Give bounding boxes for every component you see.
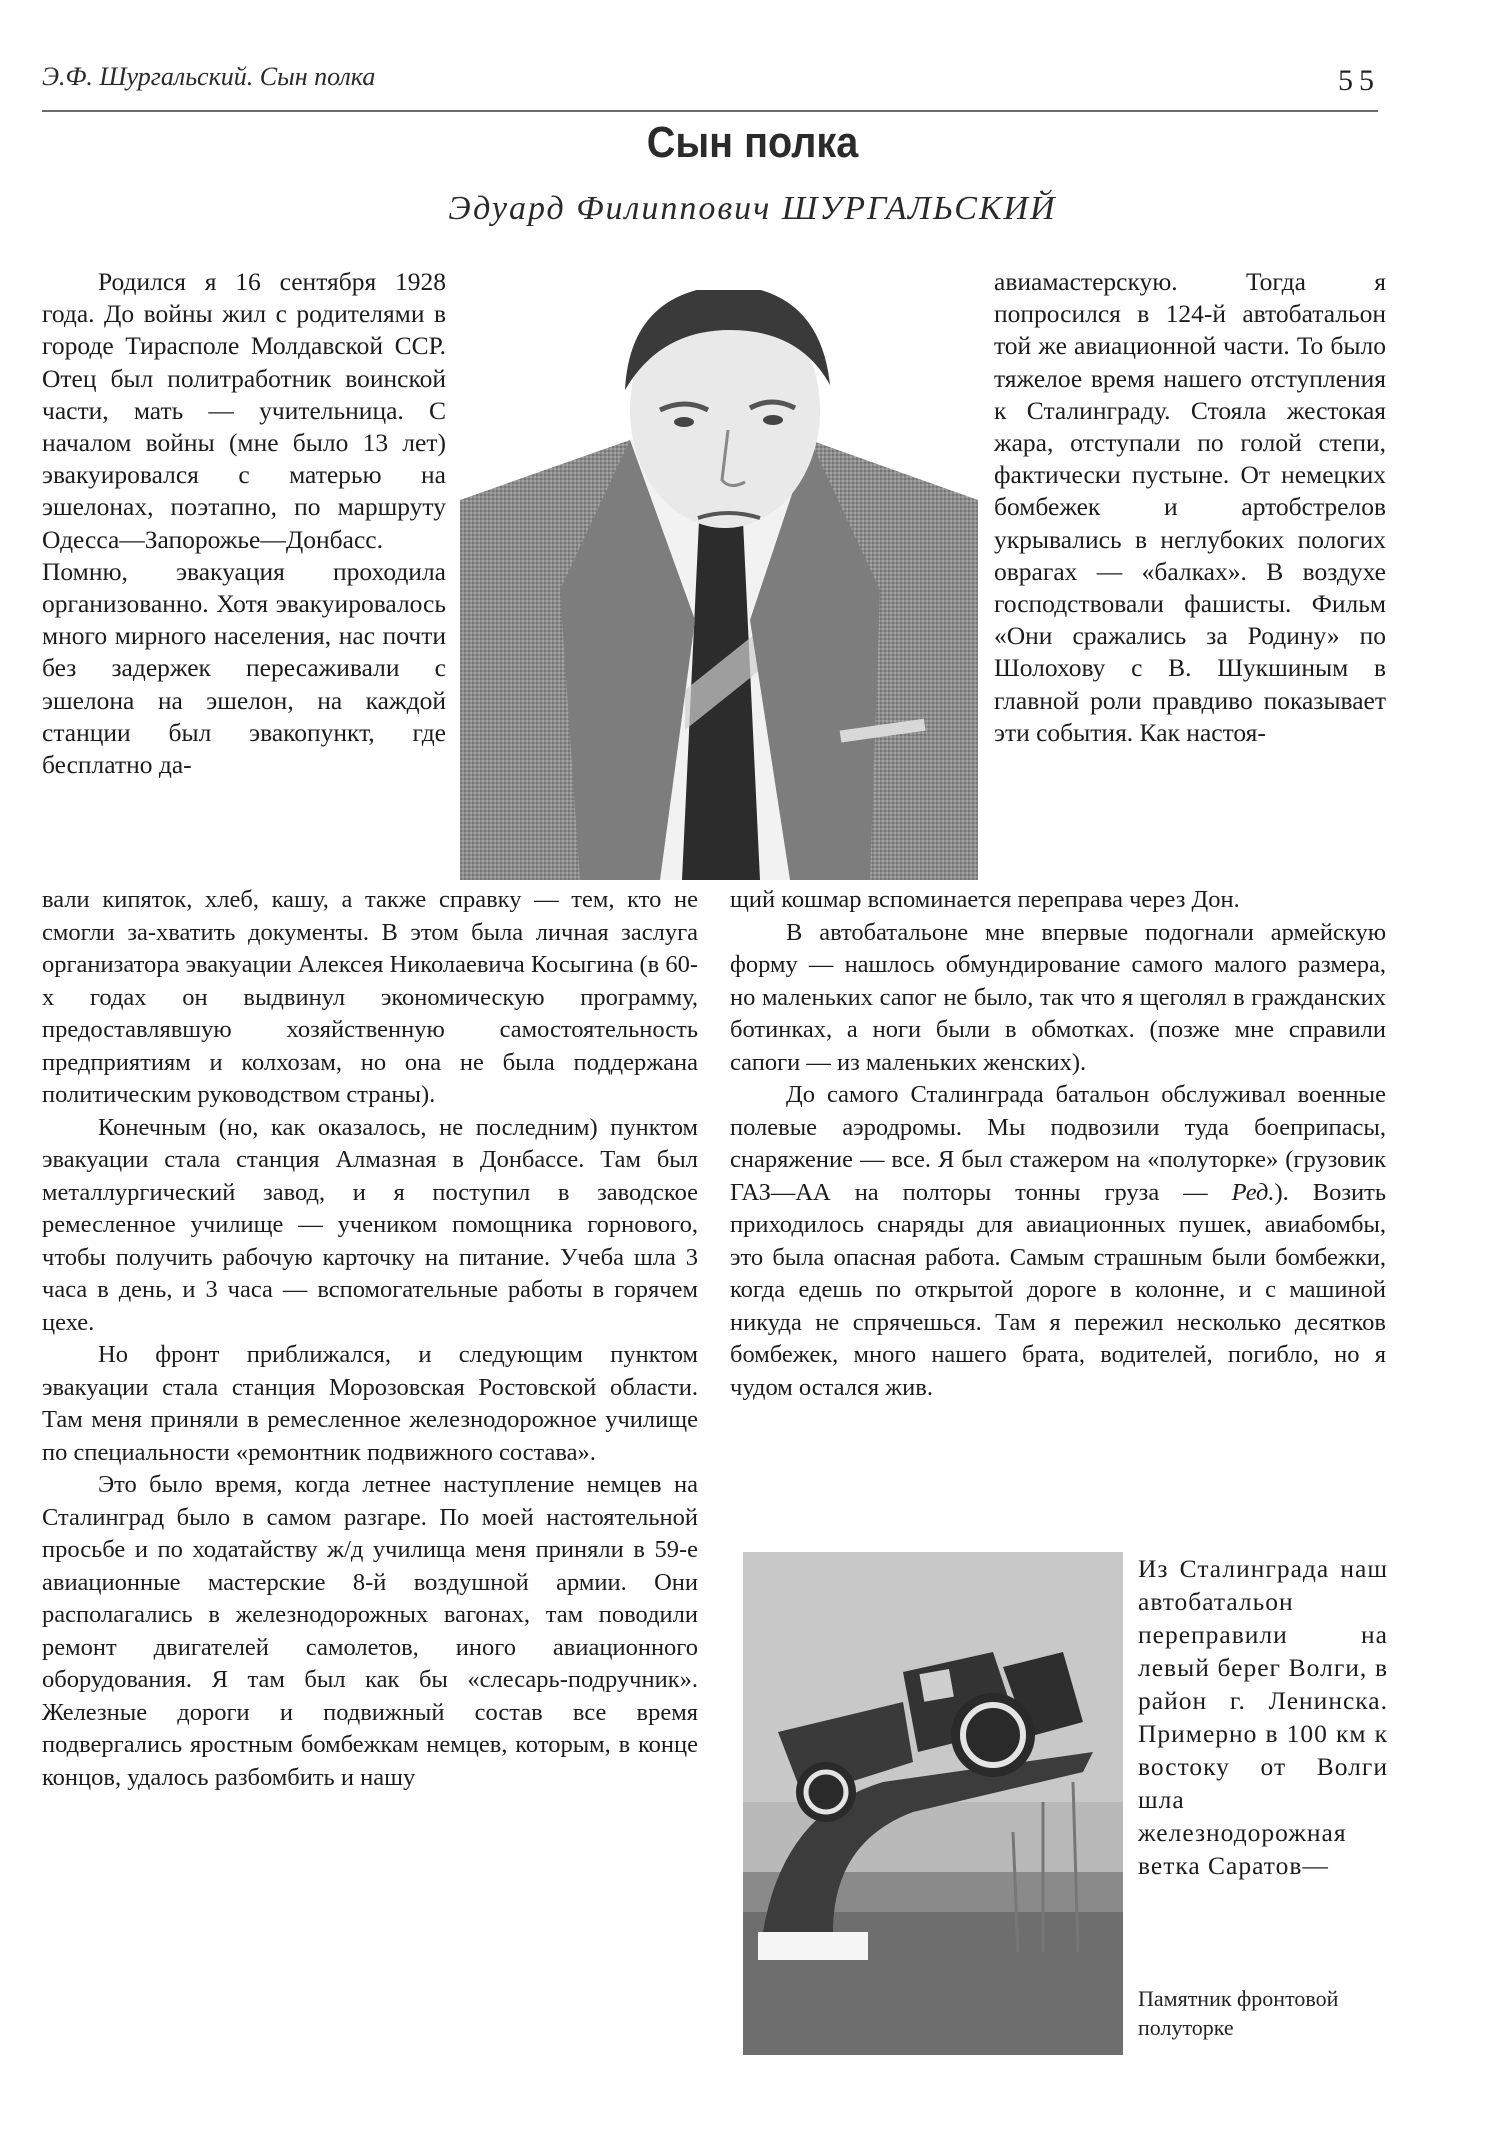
right-column-top-text [994, 266, 1386, 749]
paragraph-stalingrad-workshops: Это было время, когда летнее наступление немцев на Сталинград было в самом разгаре. По моей настоятельной просьбе и по ходатайству ж/д училища меня приняли в 59-е авиационные мастерские 8-й воздушной армии. Они располагались в железнодорожных вагонах, там поводили ремонт двигателей самолетов, иного авиационного оборудования. Я там был как бы «слесарь-подручник». Железные дороги и подвижный состав все время подвергались яростным бомбежкам немцев, которым, в конце концов, удалось разбомбить и нашу [42, 1471, 698, 1791]
airfields-text-a: До самого Сталинграда батальон обслуживал военные полевые аэродромы. Мы подвозили туда боеприпасы, снаряжение — все. Я был стажером на «полуторке» (грузовик ГАЗ—АА на полторы тонны груза — [730, 1081, 1386, 1206]
article-title: Сын полка [646, 118, 859, 167]
caption-line-2: полуторке [1138, 2015, 1234, 2040]
truck-photo-caption [1138, 1984, 1338, 2042]
article-author: Эдуард Филиппович ШУРГАЛЬСКИЙ [448, 190, 1057, 227]
airfields-text-b: ). Возить приходилось снаряды для авиационных пушек, авиабомбы, это была опасная работа. Самым страшным были бомбежки, когда едешь по открытой дороге в колонне, и с машиной никуда не спрячешься. Там я пережил несколько десятков бомбежек, много нашего брата, водителей, погибло, но я чудом остался жив. [730, 1178, 1386, 1401]
paragraph-uniform: В автобатальоне мне впервые подогнали армейскую форму — нашлось обмундирование самого малого размера, но маленьких сапог не было, так что я щеголял в гражданских ботинках, а ноги были в обмотках. (позже мне справили сапоги — из маленьких женских). [730, 918, 1386, 1076]
truck-monument-image-icon [743, 1552, 1123, 2055]
paragraph-almaznaya: Конечным (но, как оказалось, не последним) пунктом эвакуации стала станция Алмазная в Донбассе. Там был металлургический завод, и я поступил в заводское ремесленное училище — учеником помощника горнового, чтобы получить рабочую карточку на питание. Учеба шла 3 часа в день, и 3 часа — вспомогательные работы в горячем цехе. [42, 1113, 698, 1336]
left-column-text [42, 884, 698, 1794]
truck-side-text [1138, 1552, 1388, 1882]
left-column-top-text [42, 266, 446, 781]
truck-monument-photo [743, 1552, 1123, 2055]
paragraph-autobattalion: авиамастерскую. Тогда я попросился в 124-й автобатальон той же авиационной части. То было тяжелое время нашего отступления к Сталинграду. Стояла жестокая жара, отступали по голой степи, фактически пустыне. От немецких бомбежек и артобстрелов укрывались в неглубоких пологих оврагах — «балках». В воздухе господствовали фашисты. Фильм «Они сражались за Родину» по Шолохову с В. Шукшиным в главной роли правдиво показывает эти события. Как настоя- [994, 267, 1386, 747]
portrait-image-icon [460, 290, 978, 880]
paragraph-airfields [730, 1079, 1386, 1404]
paragraph-volga: Из Сталинграда наш автобатальон переправили на левый берег Волги, в район г. Ленинска. Примерно в 100 км к востоку от Волги шла железнодорожная ветка Саратов— [1138, 1554, 1388, 1880]
right-column-text [730, 884, 1386, 1404]
paragraph-don-crossing: щий кошмар вспоминается переправа через Дон. [730, 886, 1240, 913]
caption-line-1: Памятник фронтовой [1138, 1986, 1339, 2011]
paragraph-morozovskaya: Но фронт приближался, и следующим пунктом эвакуации стала станция Морозовская Ростовской области. Там меня приняли в ремесленное железнодорожное училище по специальности «ремонтник подвижного состава». [42, 1341, 698, 1466]
header-rule [42, 110, 1378, 112]
author-portrait-photo [460, 290, 978, 880]
editor-note: Ред. [1231, 1178, 1275, 1206]
paragraph-birth: Родился я 16 сентября 1928 года. До войны жил с родителями в городе Тирасполе Молдавской ССР. Отец был политработник воинской части, мать — учительница. С началом войны (мне было 13 лет) эвакуировался с матерью на эшелонах, поэтапно, по маршруту Одесса—Запорожье—Донбасс. Помню, эвакуация проходила организованно. Хотя эвакуировалось много мирного населения, нас почти без задержек пересаживали с эшелона на эшелон, на каждой станции был эвакопункт, где бесплатно да- [42, 267, 446, 780]
page-number: 55 [1338, 64, 1380, 97]
paragraph-evacuation-continued: вали кипяток, хлеб, кашу, а также справку — тем, кто не смогли за-хватить документы. В этом была личная заслуга организатора эвакуации Алексея Николаевича Косыгина (в 60-х годах он выдвинул экономическую программу, предоставлявшую хозяйственную самостоятельность предприятиям и колхозам, но она не была поддержана политическим руководством страны). [42, 886, 698, 1108]
running-head: Э.Ф. Шургальский. Сын полка [42, 62, 376, 91]
